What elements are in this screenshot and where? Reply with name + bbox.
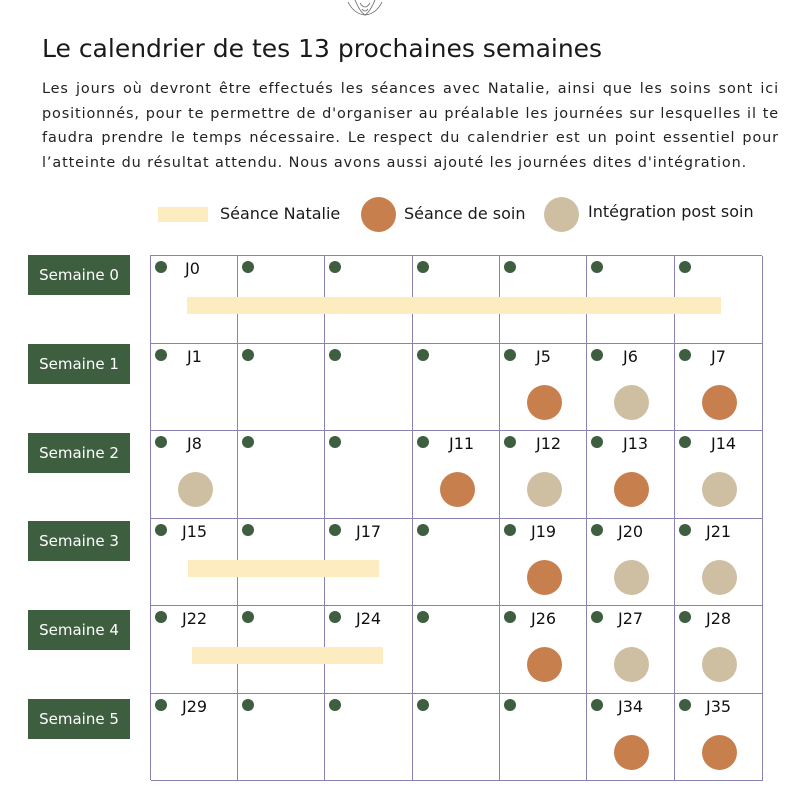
day-marker-icon [504, 261, 516, 273]
day-label: J27 [618, 609, 644, 628]
day-marker-icon [591, 436, 603, 448]
day-marker-icon [679, 261, 691, 273]
day-marker-icon [155, 261, 167, 273]
day-label: J24 [356, 609, 382, 628]
integration-marker [614, 647, 649, 682]
seance-soin-marker [702, 735, 737, 770]
day-marker-icon [591, 699, 603, 711]
day-label: J0 [185, 259, 200, 278]
day-cell [587, 606, 675, 694]
day-label: J28 [706, 609, 732, 628]
day-marker-icon [155, 524, 167, 536]
integration-marker [702, 472, 737, 507]
seance-soin-marker [440, 472, 475, 507]
day-marker-icon [417, 699, 429, 711]
day-marker-icon [679, 349, 691, 361]
day-cell [413, 606, 500, 694]
page-title: Le calendrier de tes 13 prochaines semaines [42, 34, 603, 63]
seance-natalie-bar [187, 297, 721, 314]
day-cell [325, 431, 413, 519]
day-marker-icon [155, 611, 167, 623]
seance-natalie-bar [192, 647, 383, 664]
day-label: J14 [711, 434, 737, 453]
day-cell [587, 344, 675, 431]
day-label: J15 [182, 522, 208, 541]
day-marker-icon [591, 261, 603, 273]
week-label: Semaine 3 [28, 521, 130, 561]
day-cell [675, 606, 763, 694]
day-marker-icon [679, 436, 691, 448]
day-marker-icon [242, 611, 254, 623]
day-marker-icon [242, 261, 254, 273]
day-cell [675, 344, 763, 431]
day-marker-icon [329, 699, 341, 711]
day-label: J5 [536, 347, 551, 366]
day-marker-icon [242, 349, 254, 361]
day-cell [500, 344, 587, 431]
day-label: J22 [182, 609, 208, 628]
day-cell [587, 694, 675, 781]
day-marker-icon [504, 524, 516, 536]
day-marker-icon [679, 699, 691, 711]
day-marker-icon [155, 436, 167, 448]
intro-paragraph: Les jours où devront être effectués les séances avec Natalie, ainsi que les soins sont ici positionnés, pour te permettre de d'organiser au préalable les journées sur lesquelles il te faudra prendre le temps nécessaire. Le respect du calendrier est un point essentiel pour l’atteinte du résultat attendu. Nous avons aussi ajouté les journées dites d'intégration. [42, 81, 779, 171]
day-marker-icon [329, 611, 341, 623]
seance-soin-marker [614, 735, 649, 770]
day-label: J34 [618, 697, 644, 716]
day-marker-icon [155, 349, 167, 361]
day-marker-icon [329, 524, 341, 536]
day-label: J1 [187, 347, 202, 366]
seance-soin-marker [527, 560, 562, 595]
week-label: Semaine 5 [28, 699, 130, 739]
day-label: J11 [449, 434, 475, 453]
day-marker-icon [591, 524, 603, 536]
day-cell [675, 694, 763, 781]
legend-soin-swatch [361, 197, 396, 232]
day-marker-icon [679, 611, 691, 623]
day-marker-icon [417, 349, 429, 361]
day-cell [500, 694, 587, 781]
day-marker-icon [329, 349, 341, 361]
seance-natalie-bar [188, 560, 379, 577]
day-marker-icon [417, 261, 429, 273]
day-cell [413, 519, 500, 606]
day-cell [413, 344, 500, 431]
seance-soin-marker [527, 385, 562, 420]
seance-soin-marker [527, 647, 562, 682]
integration-marker [614, 385, 649, 420]
day-marker-icon [417, 524, 429, 536]
week-label: Semaine 0 [28, 255, 130, 295]
day-cell [238, 344, 325, 431]
day-label: J17 [356, 522, 382, 541]
day-label: J13 [623, 434, 649, 453]
legend [0, 196, 800, 236]
day-label: J7 [711, 347, 726, 366]
integration-marker [702, 647, 737, 682]
day-label: J6 [623, 347, 638, 366]
day-marker-icon [417, 436, 429, 448]
lotus-logo-icon [340, 0, 390, 18]
day-cell [325, 344, 413, 431]
day-cell [151, 344, 238, 431]
day-marker-icon [591, 349, 603, 361]
day-marker-icon [242, 436, 254, 448]
day-cell [675, 431, 763, 519]
day-label: J21 [706, 522, 732, 541]
week-label: Semaine 2 [28, 433, 130, 473]
integration-marker [527, 472, 562, 507]
integration-marker [614, 560, 649, 595]
day-cell [151, 694, 238, 781]
day-cell [325, 694, 413, 781]
day-label: J29 [182, 697, 208, 716]
day-cell [500, 519, 587, 606]
day-cell [500, 431, 587, 519]
day-label: J8 [187, 434, 202, 453]
week-label: Semaine 4 [28, 610, 130, 650]
day-marker-icon [329, 261, 341, 273]
day-marker-icon [329, 436, 341, 448]
day-cell [500, 606, 587, 694]
seance-soin-marker [702, 385, 737, 420]
day-cell [151, 431, 238, 519]
day-marker-icon [504, 611, 516, 623]
day-label: J12 [536, 434, 562, 453]
day-marker-icon [504, 699, 516, 711]
calendar-grid [150, 255, 762, 780]
day-cell [238, 431, 325, 519]
day-label: J19 [531, 522, 557, 541]
integration-marker [178, 472, 213, 507]
day-cell [675, 519, 763, 606]
day-marker-icon [242, 699, 254, 711]
day-label: J26 [531, 609, 557, 628]
day-label: J20 [618, 522, 644, 541]
seance-soin-marker [614, 472, 649, 507]
week-label: Semaine 1 [28, 344, 130, 384]
legend-natalie-swatch [158, 207, 208, 222]
day-marker-icon [155, 699, 167, 711]
day-marker-icon [242, 524, 254, 536]
day-cell [238, 694, 325, 781]
day-cell [413, 431, 500, 519]
day-marker-icon [504, 349, 516, 361]
day-marker-icon [504, 436, 516, 448]
day-marker-icon [679, 524, 691, 536]
day-cell [587, 431, 675, 519]
legend-natalie-label: Séance Natalie [220, 204, 341, 223]
day-marker-icon [417, 611, 429, 623]
day-cell [413, 694, 500, 781]
legend-integration-label: Intégration post soin [588, 202, 754, 221]
integration-marker [702, 560, 737, 595]
day-cell [587, 519, 675, 606]
day-label: J35 [706, 697, 732, 716]
day-marker-icon [591, 611, 603, 623]
legend-soin-label: Séance de soin [404, 204, 526, 223]
legend-integration-swatch [544, 197, 579, 232]
